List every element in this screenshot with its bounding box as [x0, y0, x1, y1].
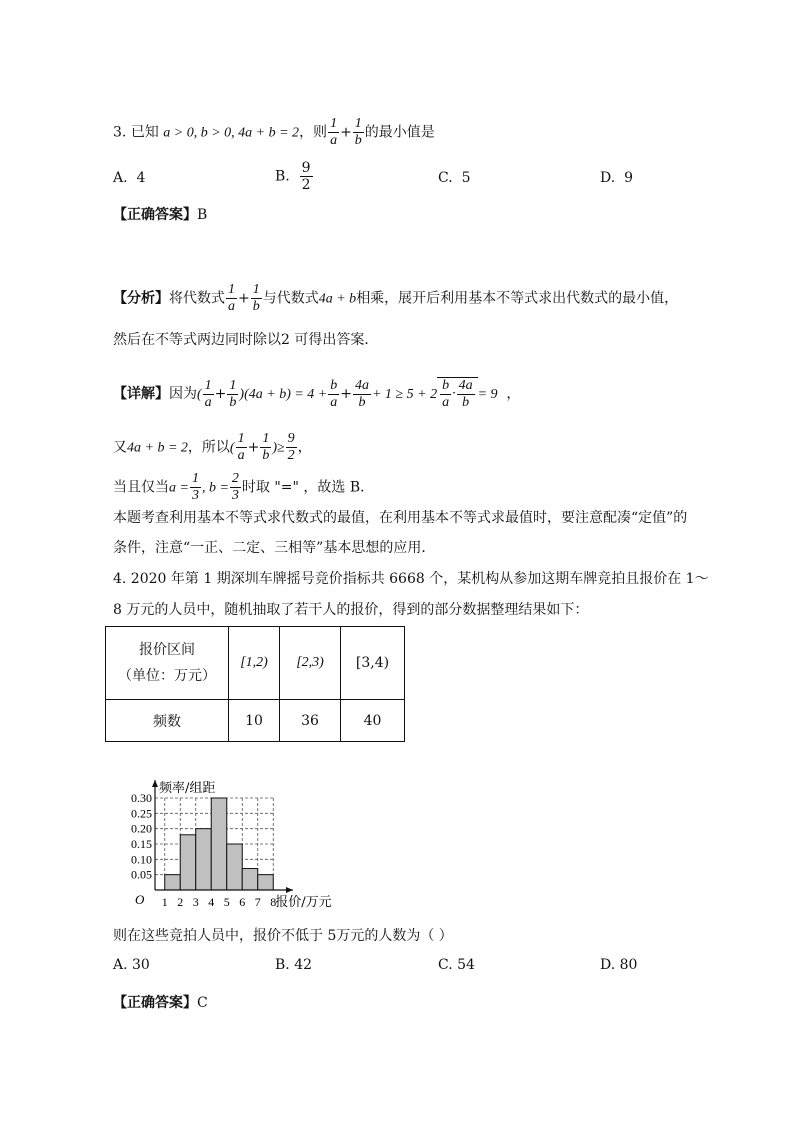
q3-option-d[interactable]: D. 9: [600, 170, 634, 186]
analysis-frac-b: $\frac{1}{b}$: [252, 282, 260, 314]
table-row: [106, 700, 405, 742]
q3-number: 3.: [113, 124, 127, 141]
q3-frac-1a: $\frac{1}{a}$: [330, 116, 338, 148]
x-tick-label: 5: [223, 895, 230, 909]
q3-detail-line: 【详解】因为( $\frac{1}{a}$ + $\frac{1}{b}$ )(4a + b) = 4 + $\frac{b}{a}$ + $\frac{4a}{b}$ + 1 ≥ 5 + 2 $\frac{b}{a}$ · $\frac{4a}{b}$ = 9 ，: [113, 377, 521, 410]
table-interval-cell: [2,3): [280, 627, 341, 700]
q3-option-a[interactable]: A. 4: [113, 170, 146, 186]
answer-tag: 【正确答案】: [113, 207, 197, 223]
frequency-table: [105, 626, 405, 742]
y-tick-label: 0.20: [131, 821, 152, 836]
q3-option-b[interactable]: B. $\frac{9}{2}$: [275, 160, 311, 193]
q3-option-c[interactable]: C. 5: [438, 170, 471, 186]
x-tick-label: 1: [161, 895, 168, 909]
table-row: [106, 627, 405, 700]
table-count-cell: 36: [280, 700, 341, 742]
analysis-expr: 4a + b: [318, 291, 357, 307]
q3-line-you: 又4a + b = 2，所以( $\frac{1}{a}$ + $\frac{1}{b}$ )≥ $\frac{9}{2}$ ，: [113, 431, 312, 463]
q3-option-b-frac: $\frac{9}{2}$: [301, 160, 311, 193]
q4-answer: [113, 993, 208, 1013]
table-interval-cell: [3,4): [341, 627, 405, 700]
table-interval-cell: [1,2): [229, 627, 280, 700]
y-tick-label: 0.05: [131, 867, 152, 882]
q3-analysis-line1: 【分析】将代数式 $\frac{1}{a}$ + $\frac{1}{b}$ 与代数式4a + b相乘，展开后利用基本不等式求出代数式的最小值，: [113, 282, 679, 314]
q3-answer: [113, 205, 207, 225]
histogram-bar: [211, 798, 227, 890]
y-tick-label: 0.10: [131, 852, 152, 867]
answer-value: B: [197, 207, 208, 223]
histogram-bar: [180, 835, 196, 890]
q3-line-when: 当且仅当a = $\frac{1}{3}$ , b = $\frac{2}{3}$ 时取 "=" ，故选 B．: [113, 471, 375, 503]
q4-stem-2: 8 万元的人员中，随机抽取了若干人的报价，得到的部分数据整理结果如下：: [113, 602, 589, 618]
q3-condition: a > 0, b > 0, 4a + b = 2: [163, 125, 300, 141]
table-row-label: 频数: [106, 700, 229, 742]
sqrt-symbol: $\frac{b}{a}$ · $\frac{4a}{b}$: [437, 377, 478, 411]
q3-summary-2: 条件，注意“一正、二定、三相等”基本思想的应用．: [113, 540, 436, 556]
origin-label: O: [135, 892, 145, 907]
x-tick-label: 4: [208, 895, 215, 909]
q3-suffix: 的最小值是: [364, 124, 435, 141]
histogram-bar: [227, 844, 243, 890]
q3-analysis-line2: 然后在不等式两边同时除以2 可得出答案．: [113, 332, 379, 348]
q3-stem: [113, 116, 435, 149]
table-header-cell: 报价区间 （单位：万元）: [106, 627, 229, 700]
x-axis-label: 报价/万元: [275, 895, 332, 910]
histogram-bar: [196, 829, 212, 890]
q3-frac-1b: $\frac{1}{b}$: [354, 116, 362, 148]
answer-tag: 【正确答案】: [113, 995, 197, 1011]
answer-value: C: [197, 995, 208, 1011]
y-tick-label: 0.30: [131, 791, 152, 805]
analysis-tag: 【分析】: [113, 290, 169, 307]
frequency-histogram: [105, 772, 355, 916]
y-tick-label: 0.25: [131, 806, 152, 821]
q3-prefix: 已知: [130, 124, 159, 141]
q4-option-a[interactable]: A. 30: [113, 957, 150, 973]
table-count-cell: 10: [229, 700, 280, 742]
y-axis-arrow: [152, 780, 158, 787]
q4-option-d[interactable]: D. 80: [600, 957, 638, 973]
y-tick-label: 0.15: [131, 837, 152, 851]
histogram-bar: [258, 875, 274, 890]
x-tick-label: 3: [192, 895, 199, 909]
q4-question: 则在这些竞拍人员中，报价不低于 5万元的人数为（ ）: [113, 928, 453, 944]
table-count-cell: 40: [341, 700, 405, 742]
histogram-bar: [165, 875, 181, 890]
q3-then: ，则: [299, 124, 328, 141]
histogram-bar: [242, 869, 258, 890]
q4-stem-1: 4. 2020 年第 1 期深圳车牌摇号竞价指标共 6668 个，某机构从参加这期车牌竞拍且报价在 1～: [113, 571, 709, 587]
q3-plus: +: [340, 124, 352, 141]
analysis-frac-a: $\frac{1}{a}$: [228, 282, 235, 314]
y-axis-label: 频率/组距: [159, 781, 216, 796]
detail-tag: 【详解】: [113, 386, 169, 402]
q4-option-c[interactable]: C. 54: [438, 957, 475, 973]
q4-option-b[interactable]: B. 42: [275, 957, 313, 973]
x-tick-label: 2: [177, 895, 184, 909]
q3-summary-1: 本题考查利用基本不等式求代数式的最值，在利用基本不等式求最值时，要注意配凑“定值”的: [113, 510, 688, 526]
x-tick-label: 8: [270, 895, 277, 909]
x-tick-label: 7: [254, 895, 261, 909]
x-axis-arrow: [286, 887, 293, 893]
x-tick-label: 6: [239, 895, 246, 909]
